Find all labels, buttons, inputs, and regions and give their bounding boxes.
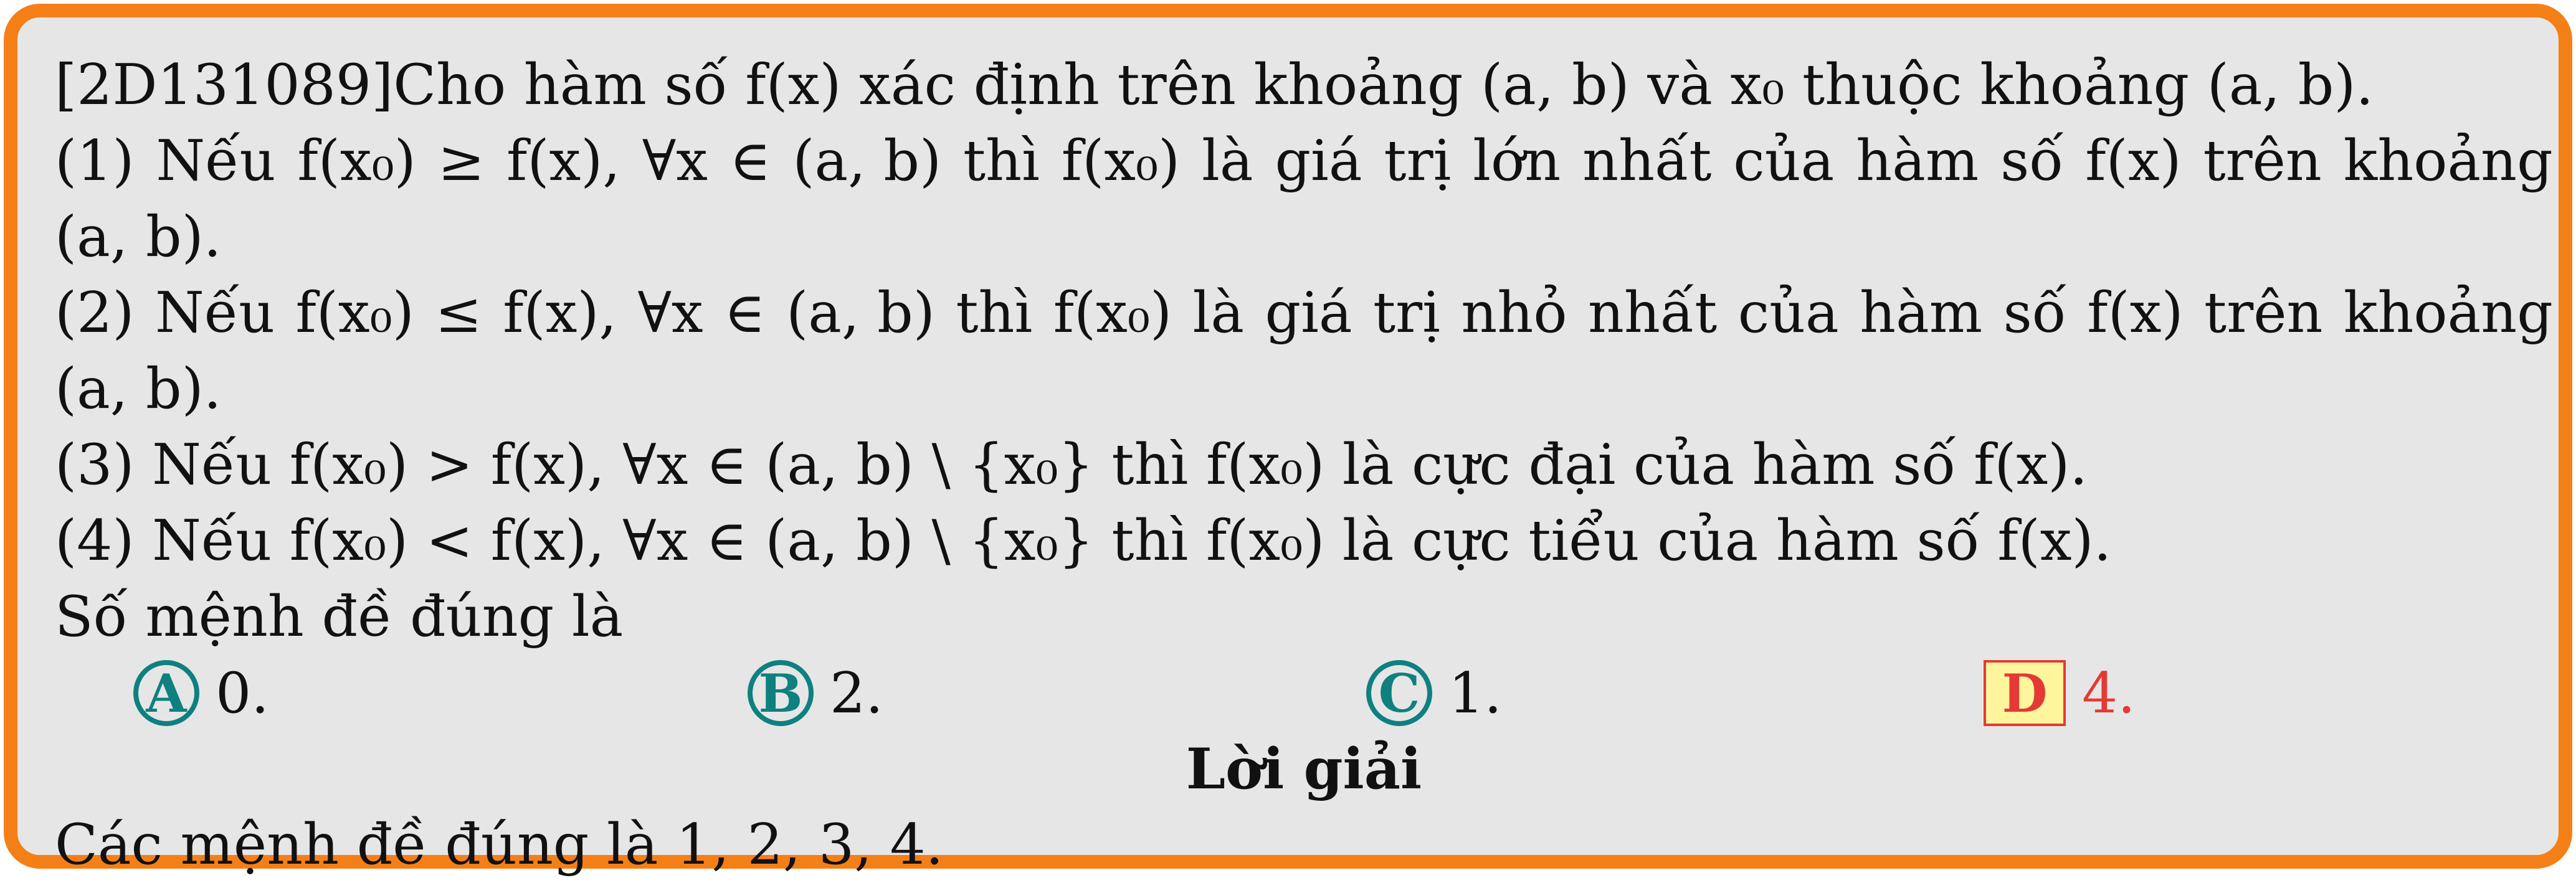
statement-4: (4) Nếu f(x₀) < f(x), ∀x ∈ (a, b) \ {x₀} thì f(x₀) là cực tiểu của hàm số f(x). (55, 508, 2112, 574)
statement-word: khoảng (2343, 128, 2553, 194)
statement-word: là (1192, 280, 1244, 346)
option-a[interactable] (133, 655, 269, 731)
answer-options (55, 655, 2553, 731)
statement-word: f(x) (2087, 280, 2184, 346)
option-d-text: 4. (2082, 660, 2136, 726)
statement-word: của (1737, 280, 1839, 346)
question-card (4, 4, 2572, 877)
option-b[interactable] (748, 655, 883, 731)
statement-1-line-1 (55, 123, 2553, 199)
question-prompt: Số mệnh đề đúng là (55, 584, 624, 649)
statement-word: ≤ (435, 280, 482, 346)
statement-word: ≥ (437, 128, 485, 194)
statement-word: trị (1384, 128, 1452, 194)
statement-word: f(x) (2085, 128, 2182, 194)
statement-word: nhỏ (1461, 280, 1567, 346)
option-b-marker: B (748, 660, 814, 726)
statement-word: (a, b) (786, 280, 935, 346)
statement-word: Nếu (156, 128, 276, 194)
statement-word: f(x), (503, 280, 617, 346)
statement-word: là (1202, 128, 1253, 194)
statement-word: trên (2204, 280, 2323, 346)
statement-word: thì (962, 128, 1040, 194)
question-intro: [2D131089]Cho hàm số f(x) xác định trên khoảng (a, b) và x₀ thuộc khoảng (a, b). (55, 52, 2374, 118)
option-c[interactable] (1366, 655, 1502, 731)
statement-word: của (1733, 128, 1835, 194)
statement-word: ∈ (724, 280, 766, 346)
statement-word: thì (956, 280, 1033, 346)
statement-3: (3) Nếu f(x₀) > f(x), ∀x ∈ (a, b) \ {x₀} thì f(x₀) là cực đại của hàm số f(x). (55, 432, 2088, 498)
option-a-text: 0. (216, 660, 269, 726)
statement-word: lớn (1473, 128, 1561, 194)
statement-word: (1) (55, 128, 135, 194)
statement-word: hàm (1860, 280, 1983, 346)
statement-word: nhất (1582, 128, 1712, 194)
statement-word: f(x₀) (1053, 280, 1172, 346)
statement-word: số (2003, 280, 2066, 346)
statement-word: nhất (1587, 280, 1718, 346)
statement-word: ∀x (637, 280, 703, 346)
solution-text: Các mệnh đề đúng là 1, 2, 3, 4. (55, 812, 944, 877)
question-content (55, 47, 2553, 883)
option-a-marker: A (133, 660, 199, 726)
option-b-text: 2. (830, 660, 883, 726)
statement-word: ∀x (642, 128, 708, 194)
option-c-marker: C (1366, 660, 1432, 726)
statement-word: hàm (1856, 128, 1979, 194)
statement-1-line-2: (a, b). (55, 204, 222, 270)
statement-word: f(x₀) (297, 128, 416, 194)
statement-word: f(x₀) (1061, 128, 1181, 194)
statement-word: (a, b) (792, 128, 942, 194)
statement-word: ∈ (729, 128, 771, 194)
statement-word: giá (1275, 128, 1362, 194)
statement-word: khoảng (2343, 280, 2553, 346)
statement-word: Nếu (154, 280, 275, 346)
option-d[interactable] (1984, 655, 2136, 731)
statement-word: f(x₀) (295, 280, 414, 346)
statement-2-line-2: (a, b). (55, 356, 222, 422)
statement-word: f(x), (506, 128, 620, 194)
statement-word: giá (1265, 280, 1352, 346)
statement-word: (2) (55, 280, 135, 346)
statement-word: trên (2203, 128, 2322, 194)
statement-word: trị (1372, 280, 1440, 346)
solution-title: Lời giải (1186, 736, 1422, 802)
option-c-text: 1. (1448, 660, 1502, 726)
option-d-marker: D (1984, 660, 2066, 726)
statement-word: số (2000, 128, 2064, 194)
statement-2-line-1 (55, 275, 2553, 351)
